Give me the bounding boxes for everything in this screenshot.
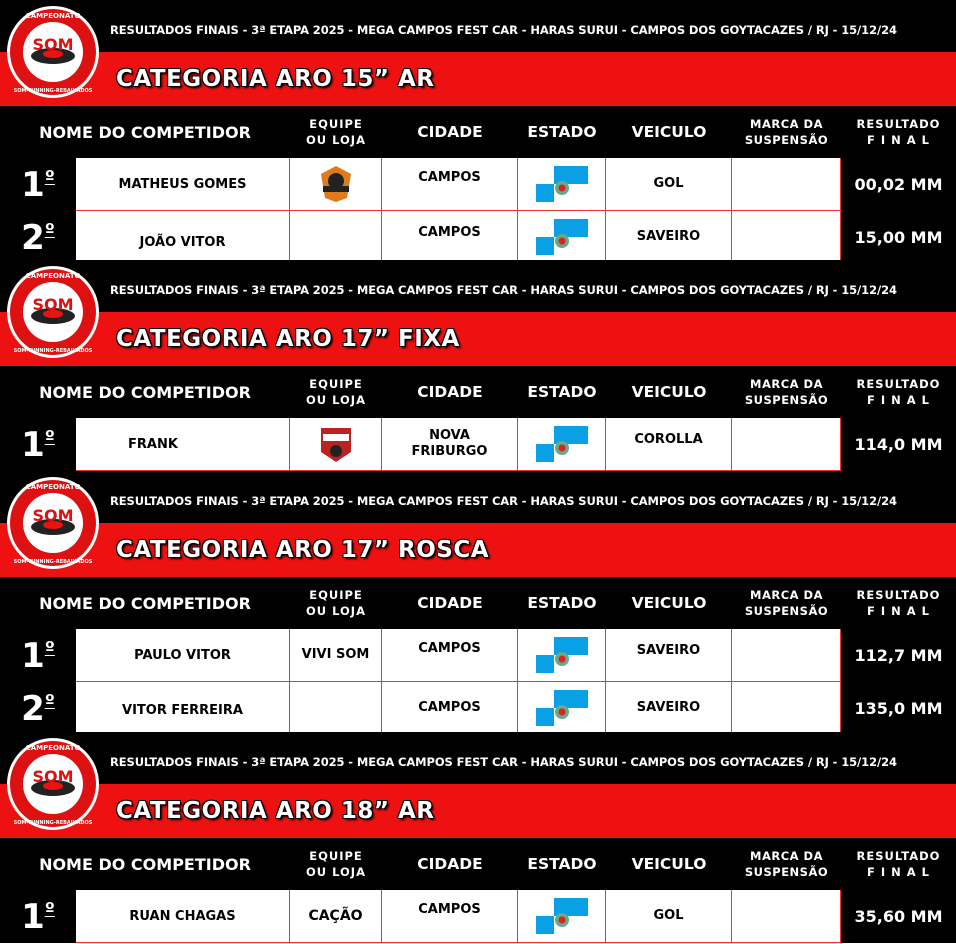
col-city: CIDADE — [417, 594, 483, 612]
state-cell — [518, 682, 606, 735]
state-cell — [518, 418, 606, 471]
vehicle: SAVEIRO — [606, 629, 732, 682]
category-section — [0, 260, 956, 472]
results-line: RESULTADOS FINAIS - 3ª ETAPA 2025 - MEGA CAMPOS FEST CAR - HARAS SURUI - CAMPOS DOS GOYTACAZES / RJ - 15/12/24 — [110, 755, 897, 769]
position: 2 $^º$ — [0, 682, 76, 735]
position: 2 $^º$ — [0, 211, 76, 264]
col-city: CIDADE — [417, 123, 483, 141]
competitor-name: FRANK — [76, 418, 290, 471]
category-title: CATEGORIA ARO 18” AR — [116, 798, 435, 824]
table-row — [0, 682, 956, 735]
competitor-name: MATHEUS GOMES — [76, 158, 290, 211]
team-cell: CAÇÃO — [290, 890, 382, 943]
table-header — [0, 366, 956, 418]
svg-text:CAMPEONATO: CAMPEONATO — [25, 483, 81, 491]
carlos-team-logo-icon — [317, 164, 355, 204]
svg-text:CAMPEONATO: CAMPEONATO — [25, 12, 81, 20]
col-team: EQUIPE OU LOJA — [306, 588, 366, 618]
svg-text:SOM: SOM — [32, 295, 74, 314]
svg-text:SOM-TUNNING-REBAIXADOS: SOM-TUNNING-REBAIXADOS — [13, 559, 93, 565]
table-row — [0, 211, 956, 264]
category-title: CATEGORIA ARO 17” FIXA — [116, 326, 460, 352]
city: NOVA FRIBURGO — [382, 418, 518, 471]
table-row — [0, 418, 956, 471]
col-city: CIDADE — [417, 383, 483, 401]
team-cell — [290, 158, 382, 211]
competitor-name: JOÃO VITOR — [76, 211, 290, 264]
rj-flag-icon — [534, 896, 590, 936]
col-result: RESULTADO F I N A L — [856, 849, 941, 879]
competitor-name: VITOR FERREIRA — [76, 682, 290, 735]
category-section — [0, 732, 956, 944]
rj-flag-icon — [534, 635, 590, 675]
col-vehicle: VEICULO — [631, 855, 707, 873]
vehicle: SAVEIRO — [606, 682, 732, 735]
vehicle: GOL — [606, 158, 732, 211]
result: 135,0 MM — [841, 682, 956, 735]
results-bar — [0, 0, 956, 52]
competitor-name: RUAN CHAGAS — [76, 890, 290, 943]
results-line: RESULTADOS FINAIS - 3ª ETAPA 2025 - MEGA CAMPOS FEST CAR - HARAS SURUI - CAMPOS DOS GOYTACAZES / RJ - 15/12/24 — [110, 494, 897, 508]
col-result: RESULTADO F I N A L — [856, 117, 941, 147]
table-row — [0, 629, 956, 682]
col-team: EQUIPE OU LOJA — [306, 849, 366, 879]
lapcadao-team-logo-icon — [317, 424, 355, 464]
col-state: ESTADO — [527, 383, 597, 401]
table-row — [0, 890, 956, 943]
suspension — [732, 418, 841, 471]
result: 35,60 MM — [841, 890, 956, 943]
category-section — [0, 0, 956, 262]
svg-text:SOM: SOM — [32, 506, 74, 525]
svg-text:CAMPEONATO: CAMPEONATO — [25, 744, 81, 752]
col-team: EQUIPE OU LOJA — [306, 377, 366, 407]
position: 1 $^º$ — [0, 629, 76, 682]
col-name: NOME DO COMPETIDOR — [39, 122, 251, 142]
position: 1 $^º$ — [0, 890, 76, 943]
category-bar — [0, 784, 956, 838]
team-cell: VIVI SOM — [290, 629, 382, 682]
results-line: RESULTADOS FINAIS - 3ª ETAPA 2025 - MEGA CAMPOS FEST CAR - HARAS SURUI - CAMPOS DOS GOYTACAZES / RJ - 15/12/24 — [110, 23, 897, 37]
vehicle: SAVEIRO — [606, 211, 732, 264]
col-suspension: MARCA DA SUSPENSÃO — [744, 117, 829, 147]
svg-text:SOM-TUNNING-REBAIXADOS: SOM-TUNNING-REBAIXADOS — [13, 348, 93, 354]
suspension — [732, 211, 841, 264]
championship-logo-icon — [6, 736, 100, 832]
rj-flag-icon — [534, 688, 590, 728]
category-bar — [0, 523, 956, 577]
rj-flag-icon — [534, 217, 590, 257]
suspension — [732, 682, 841, 735]
state-cell — [518, 211, 606, 264]
state-cell — [518, 629, 606, 682]
suspension — [732, 890, 841, 943]
vehicle: COROLLA — [606, 418, 732, 471]
suspension — [732, 158, 841, 211]
col-city: CIDADE — [417, 855, 483, 873]
team-cell — [290, 682, 382, 735]
result: 112,7 MM — [841, 629, 956, 682]
championship-logo-icon — [6, 264, 100, 360]
state-cell — [518, 890, 606, 943]
col-name: NOME DO COMPETIDOR — [39, 593, 251, 613]
table-row — [0, 158, 956, 211]
result: 114,0 MM — [841, 418, 956, 471]
suspension — [732, 629, 841, 682]
col-suspension: MARCA DA SUSPENSÃO — [744, 849, 829, 879]
col-team: EQUIPE OU LOJA — [306, 117, 366, 147]
table-header — [0, 577, 956, 629]
championship-logo-icon — [6, 475, 100, 571]
col-state: ESTADO — [527, 594, 597, 612]
table-header — [0, 838, 956, 890]
col-state: ESTADO — [527, 123, 597, 141]
col-result: RESULTADO F I N A L — [856, 588, 941, 618]
rj-flag-icon — [534, 164, 590, 204]
col-suspension: MARCA DA SUSPENSÃO — [744, 377, 829, 407]
results-bar — [0, 260, 956, 312]
category-bar — [0, 52, 956, 106]
category-title: CATEGORIA ARO 15” AR — [116, 66, 435, 92]
category-section — [0, 471, 956, 733]
results-line: RESULTADOS FINAIS - 3ª ETAPA 2025 - MEGA CAMPOS FEST CAR - HARAS SURUI - CAMPOS DOS GOYTACAZES / RJ - 15/12/24 — [110, 283, 897, 297]
category-bar — [0, 312, 956, 366]
col-name: NOME DO COMPETIDOR — [39, 854, 251, 874]
svg-text:SOM-TUNNING-REBAIXADOS: SOM-TUNNING-REBAIXADOS — [13, 820, 93, 826]
col-suspension: MARCA DA SUSPENSÃO — [744, 588, 829, 618]
city: CAMPOS — [382, 629, 518, 682]
col-result: RESULTADO F I N A L — [856, 377, 941, 407]
col-vehicle: VEICULO — [631, 594, 707, 612]
col-state: ESTADO — [527, 855, 597, 873]
results-bar — [0, 732, 956, 784]
svg-text:SOM: SOM — [32, 35, 74, 54]
result: 00,02 MM — [841, 158, 956, 211]
table-header — [0, 106, 956, 158]
svg-text:SOM-TUNNING-REBAIXADOS: SOM-TUNNING-REBAIXADOS — [13, 88, 93, 94]
position: 1 $^º$ — [0, 418, 76, 471]
city: CAMPOS — [382, 158, 518, 211]
col-name: NOME DO COMPETIDOR — [39, 382, 251, 402]
col-vehicle: VEICULO — [631, 123, 707, 141]
city: CAMPOS — [382, 211, 518, 264]
championship-logo-icon — [6, 4, 100, 100]
results-bar — [0, 471, 956, 523]
svg-text:SOM: SOM — [32, 767, 74, 786]
competitor-name: PAULO VITOR — [76, 629, 290, 682]
svg-text:CAMPEONATO: CAMPEONATO — [25, 272, 81, 280]
team-cell — [290, 211, 382, 264]
position: 1 $^º$ — [0, 158, 76, 211]
category-title: CATEGORIA ARO 17” ROSCA — [116, 537, 490, 563]
result: 15,00 MM — [841, 211, 956, 264]
city: CAMPOS — [382, 682, 518, 735]
col-vehicle: VEICULO — [631, 383, 707, 401]
vehicle: GOL — [606, 890, 732, 943]
city: CAMPOS — [382, 890, 518, 943]
rj-flag-icon — [534, 424, 590, 464]
state-cell — [518, 158, 606, 211]
team-cell — [290, 418, 382, 471]
